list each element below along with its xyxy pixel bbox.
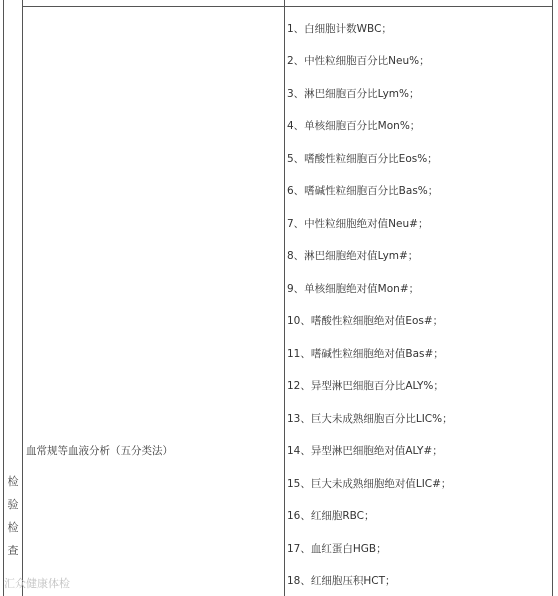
category-char: 验 bbox=[7, 498, 19, 511]
test-item: 17、血红蛋白HGB； bbox=[287, 543, 387, 555]
test-item: 15、巨大未成熟细胞绝对值LIC#； bbox=[287, 478, 452, 490]
test-item: 12、异型淋巴细胞百分比ALY%； bbox=[287, 380, 444, 392]
row-divider-top bbox=[22, 6, 553, 7]
category-char: 检 bbox=[7, 475, 19, 488]
category-char: 查 bbox=[7, 544, 19, 557]
test-item: 14、异型淋巴细胞绝对值ALY#； bbox=[287, 445, 443, 457]
test-item: 6、嗜碱性粒细胞百分比Bas%； bbox=[287, 185, 439, 197]
test-item: 16、红细胞RBC； bbox=[287, 510, 375, 522]
test-item: 9、单核细胞绝对值Mon#； bbox=[287, 283, 420, 295]
watermark: 汇众健康体检 bbox=[4, 577, 70, 590]
test-item: 7、中性粒细胞绝对值Neu#； bbox=[287, 218, 429, 230]
test-item: 2、中性粒细胞百分比Neu%； bbox=[287, 55, 430, 67]
test-item: 1、白细胞计数WBC； bbox=[287, 23, 392, 35]
test-name: 血常规等血液分析（五分类法） bbox=[26, 445, 173, 457]
category-char: 检 bbox=[7, 521, 19, 534]
test-item: 4、单核细胞百分比Mon%； bbox=[287, 120, 421, 132]
table-border-right bbox=[552, 0, 553, 596]
test-item: 13、巨大未成熟细胞百分比LIC%； bbox=[287, 413, 453, 425]
test-item: 11、嗜碱性粒细胞绝对值Bas#； bbox=[287, 348, 444, 360]
column-divider-2 bbox=[284, 0, 285, 596]
test-item: 3、淋巴细胞百分比Lym%； bbox=[287, 88, 420, 100]
test-item: 5、嗜酸性粒细胞百分比Eos%； bbox=[287, 153, 438, 165]
test-item: 8、淋巴细胞绝对值Lym#； bbox=[287, 250, 419, 262]
column-divider-1 bbox=[22, 0, 23, 596]
test-item: 18、红细胞压积HCT； bbox=[287, 575, 396, 587]
test-item: 10、嗜酸性粒细胞绝对值Eos#； bbox=[287, 315, 444, 327]
category-label bbox=[4, 470, 22, 562]
